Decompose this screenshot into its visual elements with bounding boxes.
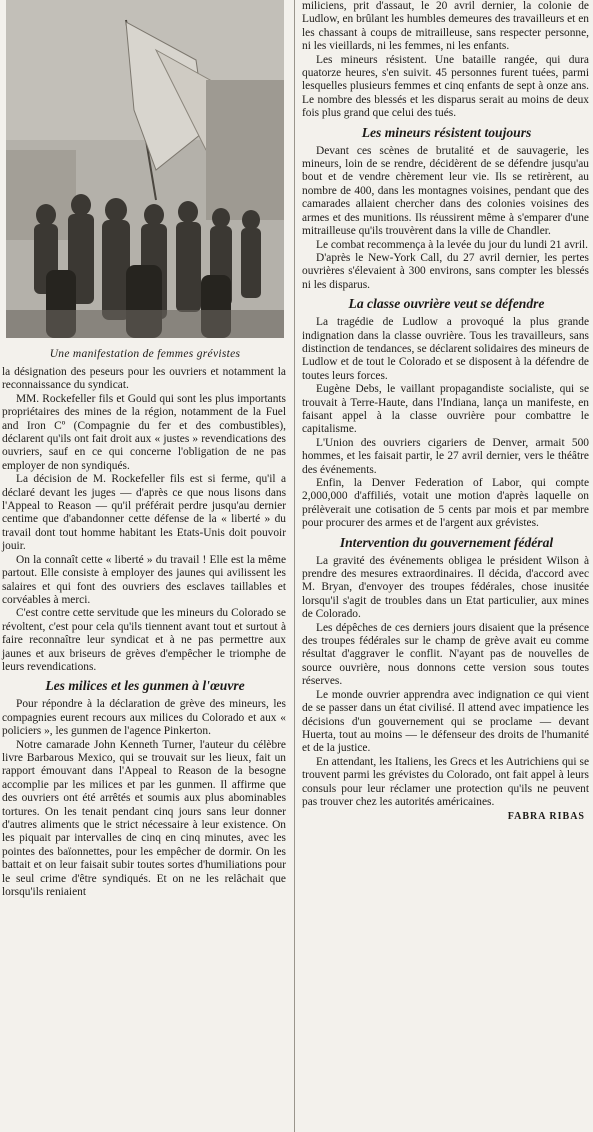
paragraph: La décision de M. Rockefeller fils est si ferme, qu'il a déclaré devant les juges — d'après ce que nous lisons dans l'Appeal to Reason — qu'il préférait perdre jusqu'au dernier centime que d'abandonner cette défense de la « liberté » du travail dont tout homme habitant les Etats-Unis doit pouvoir jouir.: [2, 473, 286, 553]
photo-illustration: [6, 0, 284, 338]
section-heading: Les mineurs résistent toujours: [361, 124, 532, 140]
paragraph: La tragédie de Ludlow a provoqué la plus grande indignation dans la classe ouvrière. Tous les travailleurs, sans distinction de tendances, se déclarent solidaires des mineurs de Ludlow et de tout le Colorado et se disposent à la défendre de toutes leurs forces.: [302, 316, 589, 382]
paragraph: miliciens, prit d'assaut, le 20 avril dernier, la colonie de Ludlow, en brûlant les humbles demeures des travailleurs et en les chassant à coups de mitrailleuse, sans respecter personne, ni les vieillards, ni les femmes, ni les enfants.: [302, 0, 589, 53]
paragraph: MM. Rockefeller fils et Gould qui sont les plus importants propriétaires des mines de la région, notamment de la Fuel and Iron Cº (Compagnie du fer et des combustibles), déclarent qu'ils ont fait droit aux « justes » revendications des ouvriers, sauf en ce qui concerne l'obligation de ne pas employer de non syndiqués.: [2, 392, 286, 472]
paragraph: C'est contre cette servitude que les mineurs du Colorado se révoltent, c'est pour cela qu'ils tiennent avant tout et surtout à faire reconnaître leur syndicat et à ne pas permettre aux jaunes et aux briseurs de grèves d'empêcher le triomphe de leurs revendications.: [2, 607, 286, 673]
paragraph: L'Union des ouvriers cigariers de Denver, armait 500 hommes, et les faisait partir, le 27 avril dernier, vers le théâtre des événements.: [302, 436, 589, 476]
paragraph: Notre camarade John Kenneth Turner, l'auteur du célèbre livre Barbarous Mexico, qui se trouvait sur les lieux, fait un rapport émouvant dans l'Appeal to Reason de la besogne accomplie par les milices et par les gunmen. Il affirme que des ouvriers ont été arrêtés et soumis aux plus abominables tortures. On les tenait pendant cinq jours sans leur donner d'autres aliments que le strict nécessaire à leur existence. On les piquait par intervalles de cinq en cinq minutes, avec les pointes des baïonnettes, pour les empêcher de dormir. On les battait et on leur faisait subir toutes sortes d'humiliations pour le seul crime d'être syndiqués. Et on ne les relâchait que lorsqu'ils reniaient: [2, 738, 286, 899]
paragraph: la désignation des peseurs pour les ouvriers et notamment la reconnaissance du syndicat.: [2, 366, 286, 392]
section-heading: Intervention du gouvernement fédéral: [339, 534, 554, 550]
photo-caption: Une manifestation de femmes grévistes: [49, 348, 241, 360]
left-column: [0, 0, 290, 1132]
paragraph: Le combat recommença à la levée du jour du lundi 21 avril.: [316, 238, 589, 251]
paragraph: On la connaît cette « liberté » du travail ! Elle est la même partout. Elle consiste à employer des jaunes qui avilissent les salaires et qui font des ouvriers des esclaves taillables et corvéables à merci.: [2, 553, 286, 606]
paragraph: Pour répondre à la déclaration de grève des mineurs, les compagnies eurent recours aux milices du Colorado et aux « policiers », les gunmen de l'agence Pinkerton.: [2, 698, 286, 738]
paragraph: Eugène Debs, le vaillant propagandiste socialiste, qui se trouvait à Terre-Haute, dans l'Indiana, lança un manifeste, en faisant appel à la classe ouvrière pour combattre le capitalisme.: [302, 383, 589, 436]
paragraph: Enfin, la Denver Federation of Labor, qui compte 2,000,000 d'affiliés, votait une motion d'après laquelle on prélèverait une cotisation de 5 cents par mois et par membre pour procurer des armes et de l'argent aux grévistes.: [302, 477, 589, 530]
right-column: [300, 0, 593, 1132]
column-divider: [294, 0, 295, 1132]
section-heading: Les milices et les gunmen à l'œuvre: [45, 678, 245, 694]
paragraph: Les dépêches de ces derniers jours disaient que la présence des troupes fédérales sur le champ de grève avait eu comme résultat d'aggraver le conflit. N'ayant pas de nouvelles de source ouvrière, nous donnons cette version sous toutes réserves.: [302, 621, 589, 688]
section-heading: La classe ouvrière veut se défendre: [348, 296, 545, 312]
paragraph: Devant ces scènes de brutalité et de sauvagerie, les mineurs, loin de se rendre, décidèrent de se défendre jusqu'au bout et de vendre chèrement leur vie. Ils se retirèrent, au nombre de 400, dans les montagnes voisines, pendant que des camarades allaient chercher dans des colonies voisines des armes et des munitions. Ils réussirent même à s'emparer d'une mitrailleuse qu'ils trouvèrent dans la ville de Chandler.: [302, 144, 589, 238]
paragraph: D'après le New-York Call, du 27 avril dernier, les pertes ouvrières s'élevaient à 300 environs, sans compter les blessés ni les disparus.: [302, 251, 589, 291]
paragraph: Les mineurs résistent. Une bataille rangée, qui dura quatorze heures, s'en suivit. 45 personnes furent tuées, parmi lesquelles plusieurs femmes et cinq enfants de sept à onze ans. Le nombre des blessés et les disparus serait au moins de deux fois plus grand que celui des tués.: [302, 53, 589, 120]
author-signature: FABRA RIBAS: [507, 811, 585, 823]
paragraph: Le monde ouvrier apprendra avec indignation ce qui vient de se passer dans un état civilisé. Il attend avec impatience les décisions d'un gouvernement qui se proclame — devant Huerta, tout au moins — le défenseur des droits de l'humanité et de la justice.: [302, 688, 589, 755]
paragraph: La gravité des événements obligea le président Wilson à prendre des mesures extraordinaires. Il décida, d'accord avec M. Bryan, d'envoyer des troupes fédérales, chose inusitée lorsqu'il s'agit de troubles dans un Etat particulier, aux mines de Colorado.: [302, 554, 589, 621]
paragraph: En attendant, les Italiens, les Grecs et les Autrichiens qui se trouvent parmi les grévistes du Colorado, ont fait appel à leurs consuls pour leur réclamer une protection qu'ils ne peuvent pas trouver chez les autorités américaines.: [302, 755, 589, 808]
strike-photo: [6, 0, 284, 338]
